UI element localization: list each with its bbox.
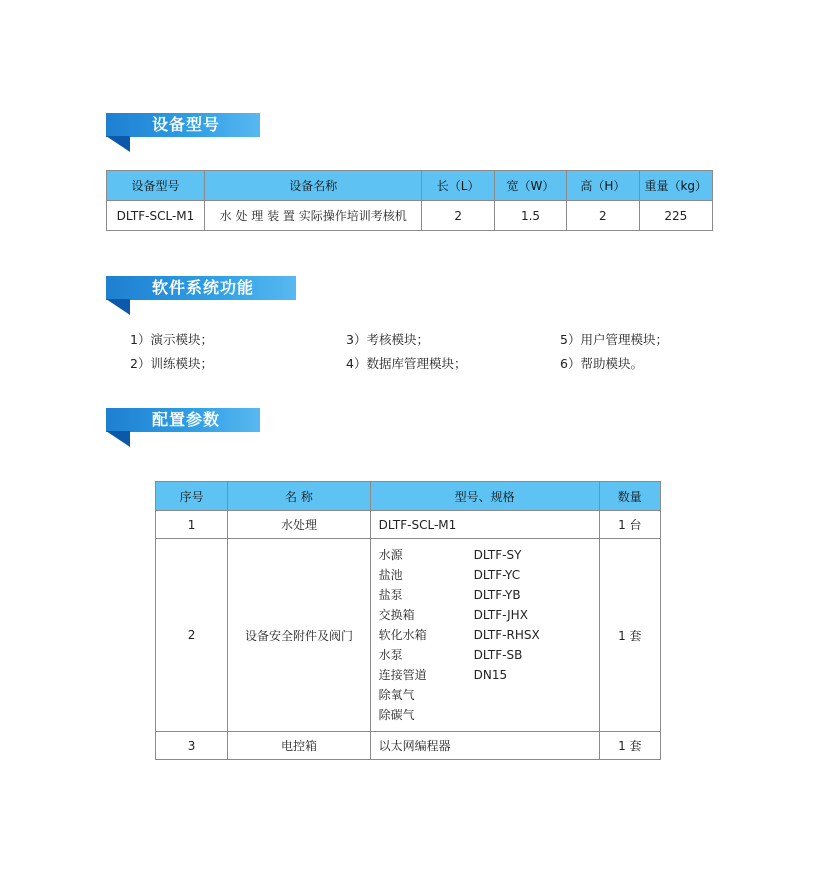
cell-spec (370, 539, 599, 732)
header-cell: 数量 (599, 482, 660, 511)
cell-name: 水处理 (228, 511, 370, 539)
spec-item-name: 盐泵 (378, 588, 403, 602)
spec-item-name: 交换箱 (378, 608, 415, 622)
section-title: 设备型号 (106, 113, 260, 137)
header-cell: 型号、规格 (370, 482, 599, 511)
spec-item-model: DLTF-YB (473, 588, 521, 602)
spec-grid (371, 539, 599, 731)
cell-height: 2 (567, 201, 639, 231)
cell-name: 设备安全附件及阀门 (228, 539, 370, 732)
spec-item-name: 水泵 (378, 648, 403, 662)
cell-spec: 以太网编程器 (370, 732, 599, 760)
spec-item-model (474, 685, 594, 705)
header-cell: 宽（W） (494, 171, 566, 201)
cell-name: 水 处 理 装 置 实际操作培训考核机 (204, 201, 422, 231)
config-table (155, 481, 661, 760)
list-item: 1）演示模块； (130, 332, 213, 347)
spec-item-model: DN15 (473, 668, 508, 682)
cell-no: 1 (156, 511, 228, 539)
spec-item-model (474, 705, 594, 725)
header-cell: 长（L） (422, 171, 494, 201)
spec-item-name: 水源 (378, 548, 403, 562)
cell-qty: 1 套 (599, 539, 660, 732)
list-item: 5）用户管理模块； (560, 332, 668, 347)
spec-item-name: 盐池 (378, 568, 403, 582)
section-header-tail (106, 136, 130, 152)
header-cell: 序号 (156, 482, 228, 511)
header-cell: 高（H） (567, 171, 639, 201)
cell-name: 电控箱 (228, 732, 370, 760)
cell-weight: 225 (639, 201, 712, 231)
list-item: 4）数据库管理模块； (346, 356, 467, 371)
cell-qty: 1 套 (599, 732, 660, 760)
list-item: 2）训练模块； (130, 356, 213, 371)
spec-item-model: DLTF-SY (473, 548, 522, 562)
cell-model: DLTF-SCL-M1 (107, 201, 205, 231)
spec-item-name: 软化水箱 (378, 628, 427, 642)
section-header-tail (106, 299, 130, 315)
list-item: 3）考核模块； (346, 332, 429, 347)
table-row (156, 732, 661, 760)
spec-item-model: DLTF-YC (473, 568, 521, 582)
spec-item-name: 连接管道 (378, 668, 427, 682)
header-cell: 设备型号 (107, 171, 205, 201)
cell-qty: 1 台 (599, 511, 660, 539)
section-title: 配置参数 (106, 408, 260, 432)
header-cell: 重量（kg） (639, 171, 712, 201)
spec-item-name: 除碳气 (378, 708, 415, 722)
header-cell: 名 称 (228, 482, 370, 511)
table-row (156, 539, 661, 732)
spec-item-model: DLTF-SB (473, 648, 523, 662)
section-header-tail (106, 431, 130, 447)
cell-length: 2 (422, 201, 494, 231)
spec-item-name: 除氧气 (378, 688, 415, 702)
table-header-row (107, 171, 713, 201)
model-table (106, 170, 713, 231)
table-header-row (156, 482, 661, 511)
cell-spec: DLTF-SCL-M1 (370, 511, 599, 539)
spec-item-model: DLTF-JHX (473, 608, 528, 622)
cell-no: 3 (156, 732, 228, 760)
cell-no: 2 (156, 539, 228, 732)
list-item: 6）帮助模块。 (560, 356, 643, 371)
table-row (107, 201, 713, 231)
section-title: 软件系统功能 (106, 276, 296, 300)
header-cell: 设备名称 (204, 171, 422, 201)
table-row (156, 511, 661, 539)
spec-item-model: DLTF-RHSX (473, 628, 540, 642)
cell-width: 1.5 (494, 201, 566, 231)
